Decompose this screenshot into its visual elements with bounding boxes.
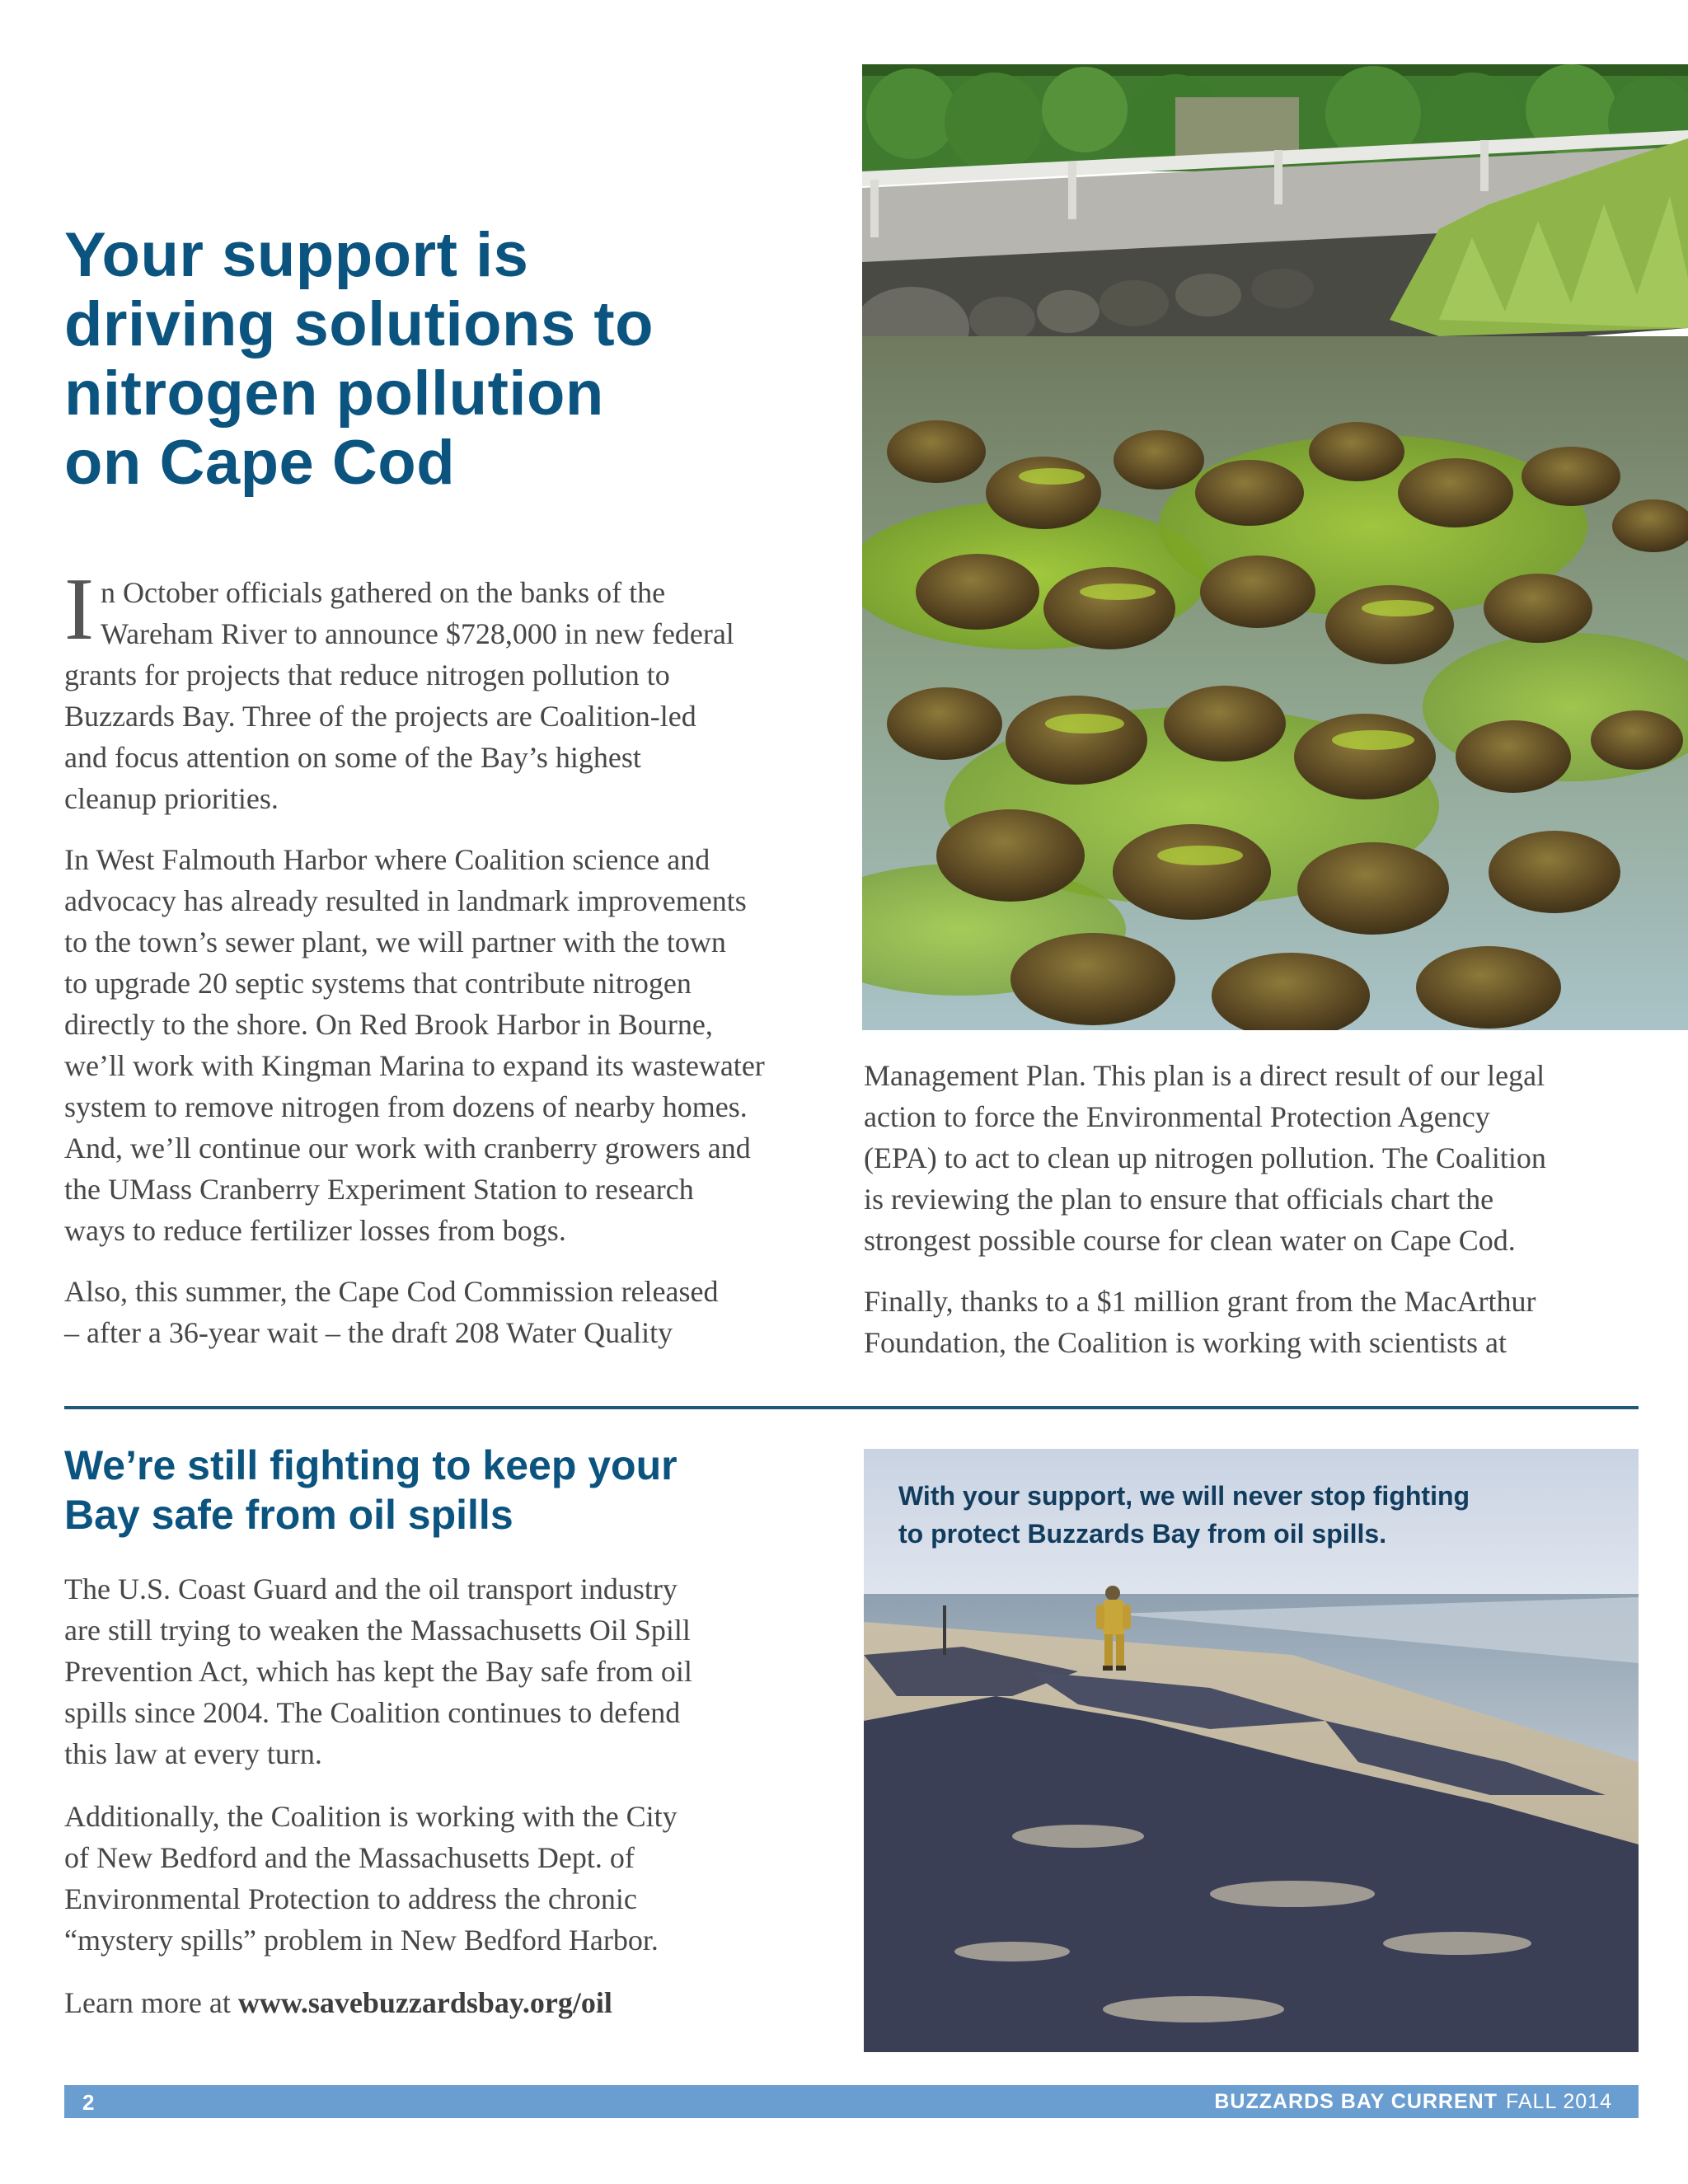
- paragraph-learn-more: [64, 1982, 831, 2023]
- page-footer: [64, 2085, 1639, 2118]
- marsh-seaweed-photo: [862, 64, 1688, 1030]
- text-line: grants for projects that reduce nitrogen pollution to: [64, 658, 670, 691]
- paragraph-management-plan: [864, 1055, 1672, 1261]
- text-line: of New Bedford and the Massachusetts Dept. of: [64, 1841, 635, 1874]
- text-line: this law at every turn.: [64, 1737, 322, 1770]
- paragraph-macarthur: [864, 1281, 1672, 1363]
- text-line: is reviewing the plan to ensure that officials chart the: [864, 1183, 1494, 1216]
- page-number: 2: [82, 2090, 95, 2115]
- footer-publication-info: [1214, 2090, 1612, 2114]
- text-line: directly to the shore. On Red Brook Harbor in Bourne,: [64, 1008, 713, 1041]
- paragraph-new-bedford: [64, 1796, 831, 1961]
- publication-name: BUZZARDS BAY CURRENT: [1214, 2090, 1498, 2113]
- headline-line: driving solutions to: [64, 289, 654, 359]
- text-line: ways to reduce fertilizer losses from bogs.: [64, 1214, 566, 1247]
- text-line: – after a 36-year wait – the draft 208 Water Quality: [64, 1316, 673, 1349]
- headline-line: on Cape Cod: [64, 428, 456, 498]
- text-line: (EPA) to act to clean up nitrogen pollution. The Coalition: [864, 1141, 1546, 1174]
- oil-section-body: [64, 1568, 831, 2023]
- text-line: the UMass Cranberry Experiment Station to research: [64, 1173, 694, 1206]
- oil-section-heading: [64, 1441, 823, 1540]
- paragraph-west-falmouth: [64, 839, 847, 1251]
- article-column-2: [864, 1055, 1672, 1363]
- caption-line: With your support, we will never stop fighting: [898, 1481, 1470, 1511]
- text-line: And, we’ll continue our work with cranberry growers and: [64, 1132, 751, 1165]
- text-line: Buzzards Bay. Three of the projects are Coalition-led: [64, 700, 696, 733]
- text-line: spills since 2004. The Coalition continues to defend: [64, 1696, 681, 1729]
- heading-line: We’re still fighting to keep your: [64, 1442, 678, 1488]
- text-line: Additionally, the Coalition is working with the City: [64, 1800, 678, 1833]
- text-line: In West Falmouth Harbor where Coalition science and: [64, 843, 710, 876]
- text-line: to the town’s sewer plant, we will partner with the town: [64, 926, 726, 958]
- text-line: “mystery spills” problem in New Bedford Harbor.: [64, 1924, 659, 1957]
- caption-line: to protect Buzzards Bay from oil spills.: [898, 1519, 1387, 1549]
- text-line: Management Plan. This plan is a direct result of our legal: [864, 1059, 1545, 1092]
- paragraph-cape-cod-commission: [64, 1271, 847, 1353]
- text-line: n October officials gathered on the banks of the: [100, 576, 666, 609]
- text-line: and focus attention on some of the Bay’s highest: [64, 741, 641, 774]
- drop-cap: I: [64, 560, 94, 658]
- photo-caption: [898, 1477, 1607, 1553]
- text-line: cleanup priorities.: [64, 782, 279, 815]
- heading-line: Bay safe from oil spills: [64, 1492, 513, 1538]
- text-line: The U.S. Coast Guard and the oil transport industry: [64, 1572, 678, 1605]
- text-line: advocacy has already resulted in landmark improvements: [64, 884, 747, 917]
- article-column-1: [64, 560, 847, 1353]
- text-line: strongest possible course for clean water on Cape Cod.: [864, 1224, 1516, 1257]
- text-line: are still trying to weaken the Massachusetts Oil Spill: [64, 1614, 691, 1647]
- text-line: Also, this summer, the Cape Cod Commission released: [64, 1275, 719, 1308]
- text-line: action to force the Environmental Protection Agency: [864, 1100, 1490, 1133]
- text-line: system to remove nitrogen from dozens of nearby homes.: [64, 1090, 748, 1123]
- text-line: to upgrade 20 septic systems that contribute nitrogen: [64, 967, 692, 1000]
- text-line: Foundation, the Coalition is working with scientists at: [864, 1326, 1507, 1359]
- text-line: Environmental Protection to address the chronic: [64, 1882, 637, 1915]
- text-line: Finally, thanks to a $1 million grant from the MacArthur: [864, 1285, 1536, 1318]
- learn-more-link[interactable]: www.savebuzzardsbay.org/oil: [237, 1986, 612, 2019]
- text-line: Wareham River to announce $728,000 in new federal: [100, 617, 734, 650]
- text-line: Prevention Act, which has kept the Bay safe from oil: [64, 1655, 692, 1688]
- paragraph-coast-guard: [64, 1568, 831, 1774]
- paragraph-intro: [64, 560, 847, 819]
- article-headline: [64, 221, 790, 498]
- headline-line: Your support is: [64, 220, 529, 290]
- section-divider: [64, 1406, 1639, 1409]
- text-line: we’ll work with Kingman Marina to expand its wastewater: [64, 1049, 765, 1082]
- learn-more-prefix: Learn more at: [64, 1986, 238, 2019]
- headline-line: nitrogen pollution: [64, 359, 604, 429]
- issue-label: FALL 2014: [1505, 2090, 1612, 2113]
